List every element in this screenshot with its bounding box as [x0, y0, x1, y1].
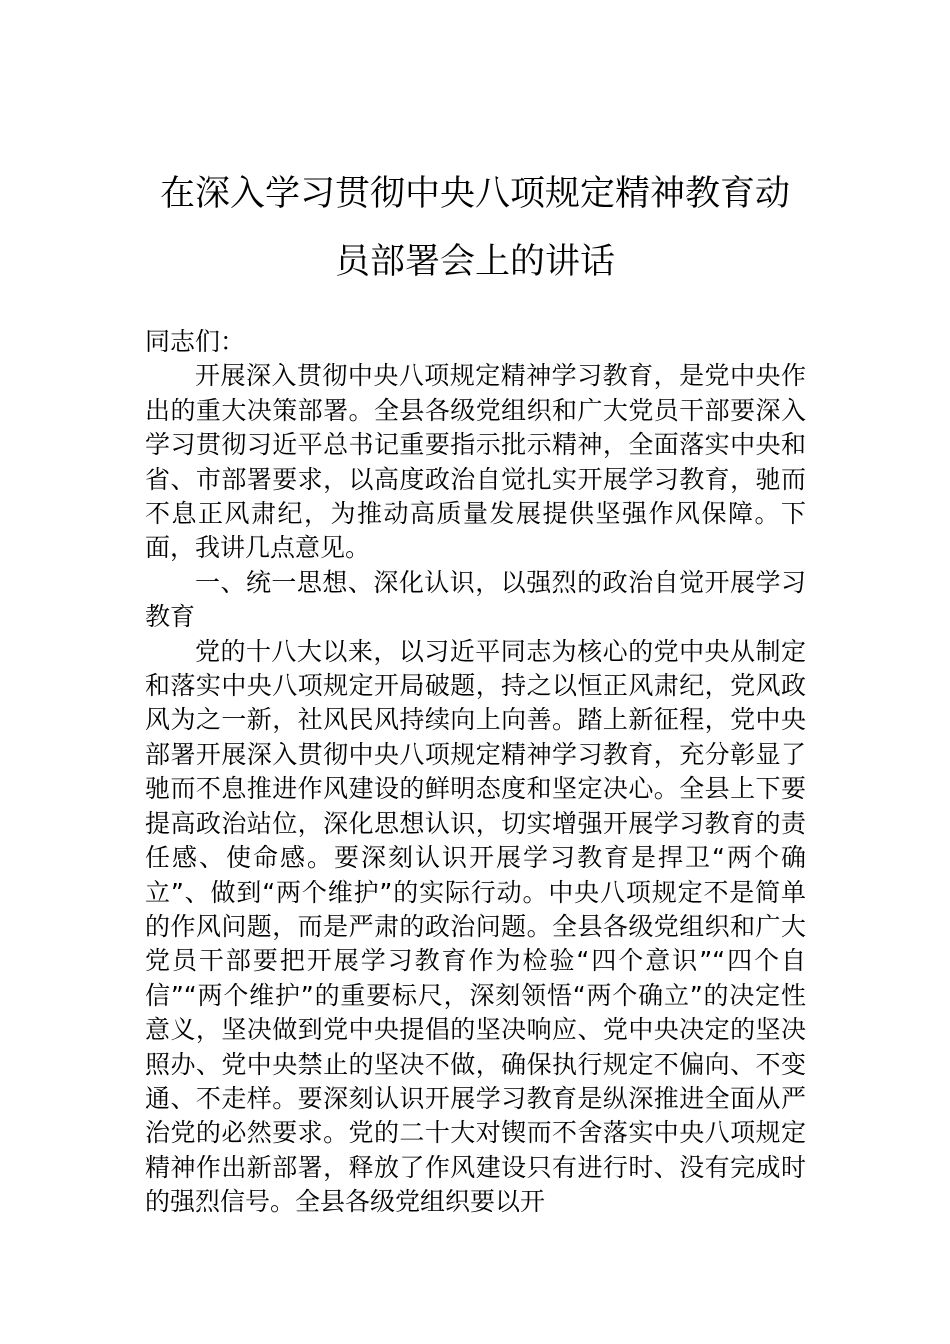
salutation: 同志们： — [145, 327, 246, 356]
paragraph-intro: 开展深入贯彻中央八项规定精神学习教育，是党中央作出的重大决策部署。全县各级党组织和广大党员干部要深入学习贯彻习近平总书记重要指示批示精神，全面落实中央和省、市部署要求，以高度政治自觉扎实开展学习教育，驰而不息正风肃纪，为推动高质量发展提供坚强作风保障。下面，我讲几点意见。 — [145, 361, 806, 563]
title-line-2: 员部署会上的讲话 — [334, 242, 615, 282]
paragraph-section-1: 党的十八大以来，以习近平同志为核心的党中央从制定和落实中央八项规定开局破题，持之以恒正风肃纪，党风政风为之一新，社风民风持续向上向善。踏上新征程，党中央部署开展深入贯彻中央八项规定精神学习教育，充分彰显了驰而不息推进作风建设的鲜明态度和坚定决心。全县上下要提高政治站位，深化思想认识，切实增强开展学习教育的责任感、使命感。要深刻认识开展学习教育是捍卫“两个确立”、做到“两个维护”的实际行动。中央八项规定不是简单的作风问题，而是严肃的政治问题。全县各级党组织和广大党员干部要把开展学习教育作为检验“四个意识”“四个自信”“两个维护”的重要标尺，深刻领悟“两个确立”的决定性意义，坚决做到党中央提倡的坚决响应、党中央决定的坚决照办、党中央禁止的坚决不做，确保执行规定不偏向、不变通、不走样。要深刻认识开展学习教育是纵深推进全面从严治党的必然要求。党的二十大对锲而不舍落实中央八项规定精神作出新部署，释放了作风建设只有进行时、没有完成时的强烈信号。全县各级党组织要以开 — [145, 636, 806, 1217]
section-heading-1: 一、统一思想、深化认识，以强烈的政治自觉开展学习教育 — [145, 567, 806, 632]
title-line-1: 在深入学习贯彻中央八项规定精神教育动 — [159, 174, 790, 214]
document-body — [145, 325, 806, 1220]
document-title — [120, 160, 830, 296]
